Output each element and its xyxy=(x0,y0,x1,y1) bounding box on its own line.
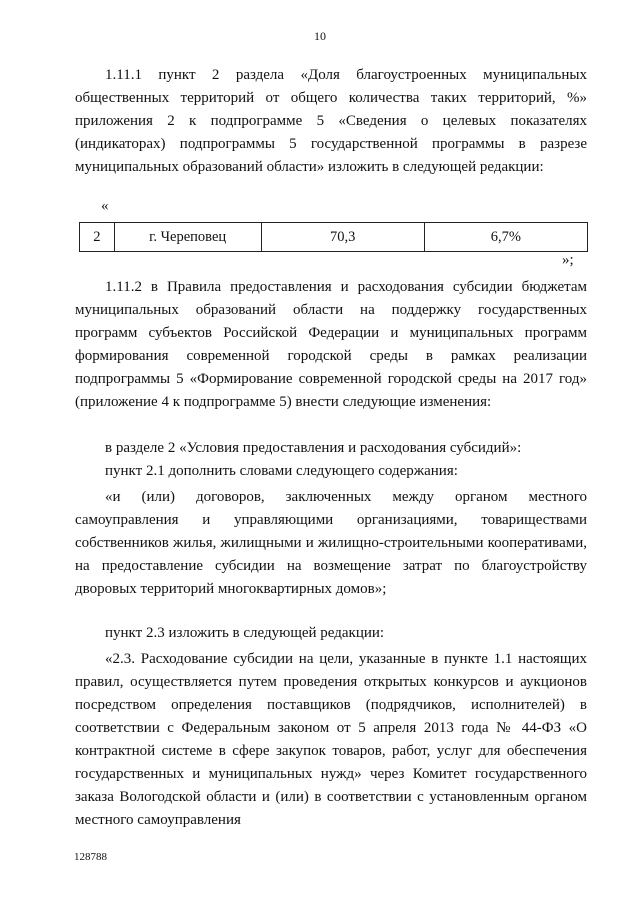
municipality-cell: г. Череповец xyxy=(114,223,261,252)
indicator-table xyxy=(79,222,588,252)
paragraph-1-11-1: 1.11.1 пункт 2 раздела «Доля благоустроенных муниципальных общественных территорий от общего количества таких территорий, %» приложения 2 к подпрограмме 5 «Сведения о целевых показателях (индикаторах) подпрограммы 5 государственной программы в разрезе муниципальных образований области» изложить в следующей редакции: xyxy=(75,67,587,175)
page-number: 10 xyxy=(314,29,326,43)
paragraph-1-11-2: 1.11.2 в Правила предоставления и расходования субсидии бюджетам муниципальных образований области на поддержку государственных программ субъектов Российской Федерации и муниципальных программ формирования современной городской среды в рамках реализации подпрограммы 5 «Формирование современной городской среды на 2017 год» (приложение 4 к подпрограмме 5) внести следующие изменения: xyxy=(75,279,587,410)
paragraph-item-2-3: пункт 2.3 изложить в следующей редакции: xyxy=(105,625,385,641)
paragraph-quoted-addition: «и (или) договоров, заключенных между органом местного самоуправления и управляющими организациями, товариществами собственников жилья, жилищными и жилищно-строительными кооперативами, на предоставление субсидии на возмещение затрат по благоустройству дворовых территорий многоквартирных домов»; xyxy=(75,489,587,597)
row-number-cell: 2 xyxy=(80,223,115,252)
opening-quote: « xyxy=(101,198,109,214)
table-row xyxy=(80,223,588,252)
document-code: 128788 xyxy=(74,851,107,863)
paragraph-section-2: в разделе 2 «Условия предоставления и расходования субсидий»: xyxy=(105,440,522,456)
closing-quote: »; xyxy=(562,252,574,268)
percent-cell: 6,7% xyxy=(424,223,587,252)
paragraph-new-2-3: «2.3. Расходование субсидии на цели, указанные в пункте 1.1 настоящих правил, осуществляется путем проведения открытых конкурсов и аукционов посредством определения поставщиков (подрядчиков, исполнителей) в соответствии с Федеральным законом от 5 апреля 2013 года № 44-ФЗ «О контрактной системе в сфере закупок товаров, работ, услуг для обеспечения государственных и муниципальных нужд» через Комитет государственного заказа Вологодской области и (или) в соответствии с установленным органом местного самоуправления xyxy=(75,651,587,828)
value-cell: 70,3 xyxy=(261,223,424,252)
paragraph-item-2-1: пункт 2.1 дополнить словами следующего содержания: xyxy=(105,463,458,479)
